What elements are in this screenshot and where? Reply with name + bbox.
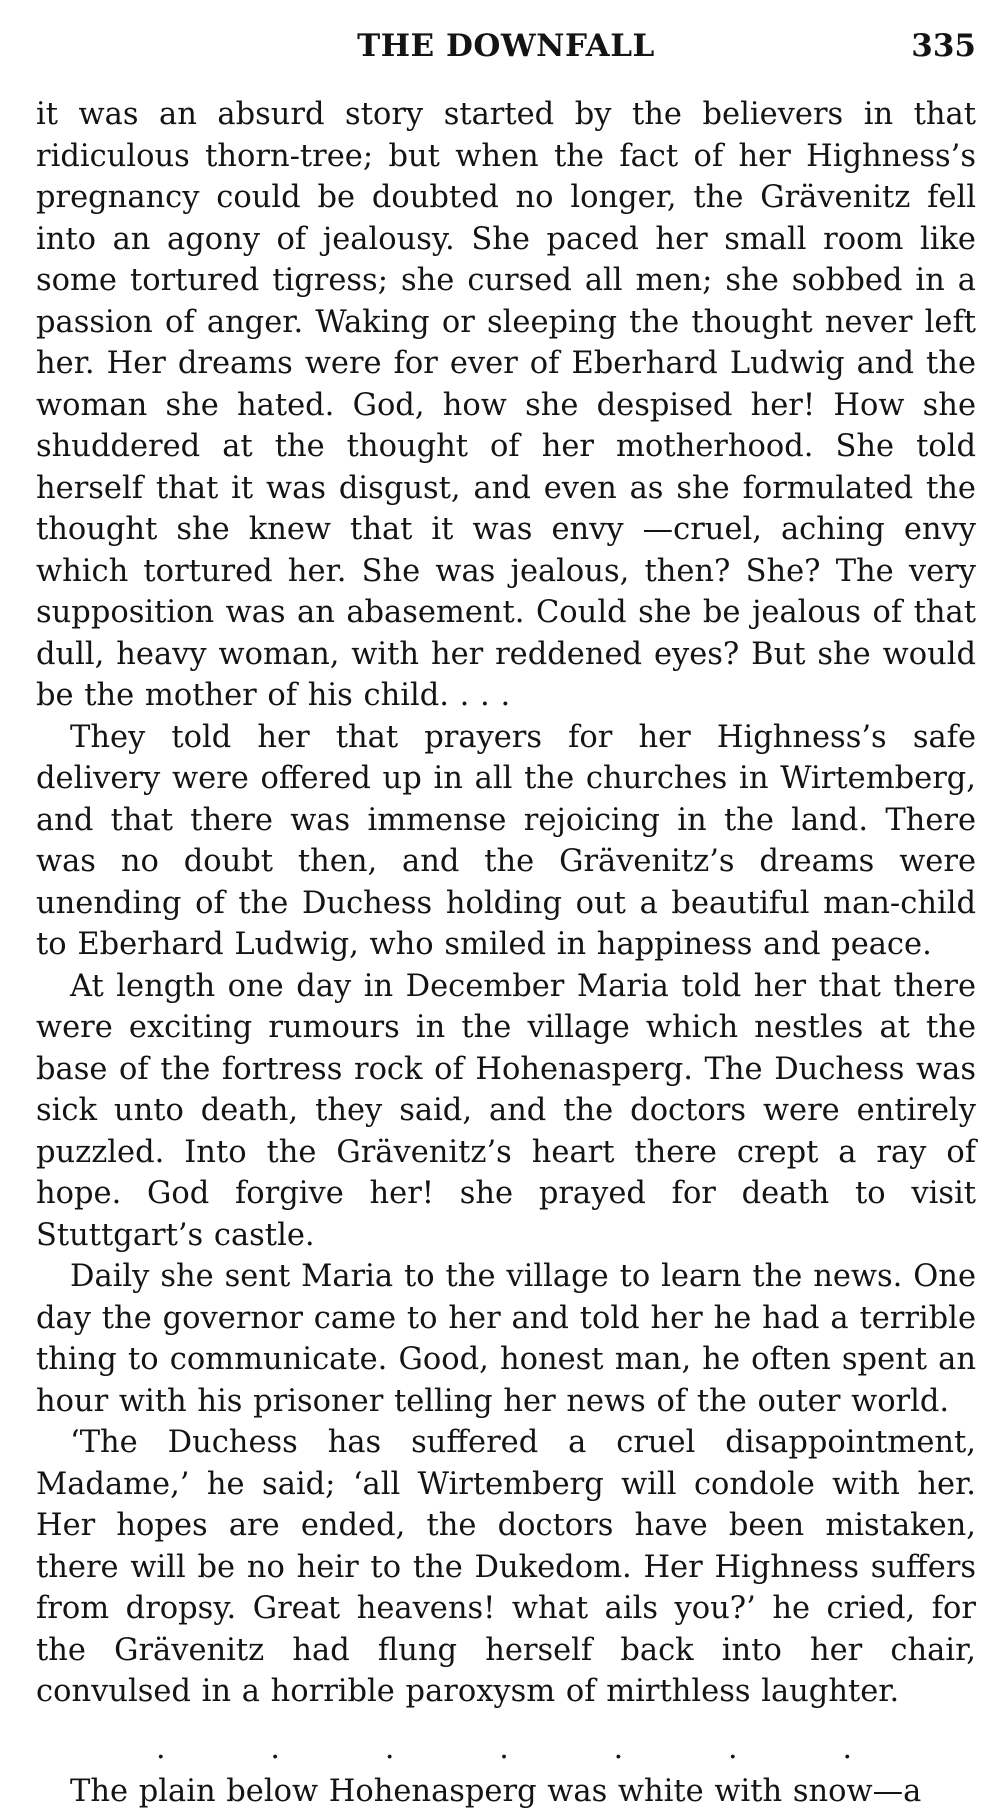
break-dot: . — [842, 1733, 852, 1765]
break-dot: . — [614, 1733, 624, 1765]
running-title: THE DOWNFALL — [36, 28, 976, 64]
break-dot: . — [728, 1733, 738, 1765]
break-dot: . — [270, 1733, 280, 1765]
running-head — [36, 28, 976, 78]
paragraph-snow: The plain below Hohenasperg was white with snow—a — [36, 1771, 976, 1812]
page-number: 335 — [911, 28, 976, 64]
break-dot: . — [499, 1733, 509, 1765]
paragraph-continued: it was an absurd story started by the believers in that ridiculous thorn-tree; but when the fact of her Highness’s pregnancy could be doubted no longer, the Grävenitz fell into an agony of jealousy. She paced her small room like some tortured tigress; she cursed all men; she sobbed in a passion of anger. Waking or sleeping the thought never left her. Her dreams were for ever of Eberhard Ludwig and the woman she hated. God, how she despised her! How she shuddered at the thought of her motherhood. She told herself that it was disgust, and even as she formulated the thought she knew that it was envy —cruel, aching envy which tortured her. She was jealous, then? She? The very supposition was an abasement. Could she be jealous of that dull, heavy woman, with her reddened eyes? But she would be the mother of his child. . . . — [36, 94, 976, 717]
break-dot: . — [385, 1733, 395, 1765]
break-dot: . — [156, 1733, 166, 1765]
paragraph-rumours: At length one day in December Maria told her that there were exciting rumours in the village which nestles at the base of the fortress rock of Hohenasperg. The Duchess was sick unto death, they said, and the doctors were entirely puzzled. Into the Grävenitz’s heart there crept a ray of hope. God forgive her! she prayed for death to visit Stuttgart’s castle. — [36, 966, 976, 1257]
paragraph-duchess-news: ‘The Duchess has suffered a cruel disappointment, Madame,’ he said; ‘all Wirtemberg will condole with her. Her hopes are ended, the doctors have been mistaken, there will be no heir to the Dukedom. Her Highness suffers from dropsy. Great heavens! what ails you?’ he cried, for the Grävenitz had flung herself back into her chair, convulsed in a horrible paroxysm of mirthless laughter. — [36, 1422, 976, 1713]
paragraph-governor: Daily she sent Maria to the village to learn the news. One day the governor came to her and told her he had a terrible thing to communicate. Good, honest man, he often spent an hour with his prisoner telling her news of the outer world. — [36, 1256, 976, 1422]
section-break — [156, 1733, 852, 1765]
paragraph-prayers: They told her that prayers for her Highness’s safe delivery were offered up in all the churches in Wirtemberg, and that there was immense rejoicing in the land. There was no doubt then, and the Grävenitz’s dreams were unending of the Duchess holding out a beautiful man-child to Eberhard Ludwig, who smiled in happiness and peace. — [36, 717, 976, 966]
body-text — [36, 94, 976, 1812]
